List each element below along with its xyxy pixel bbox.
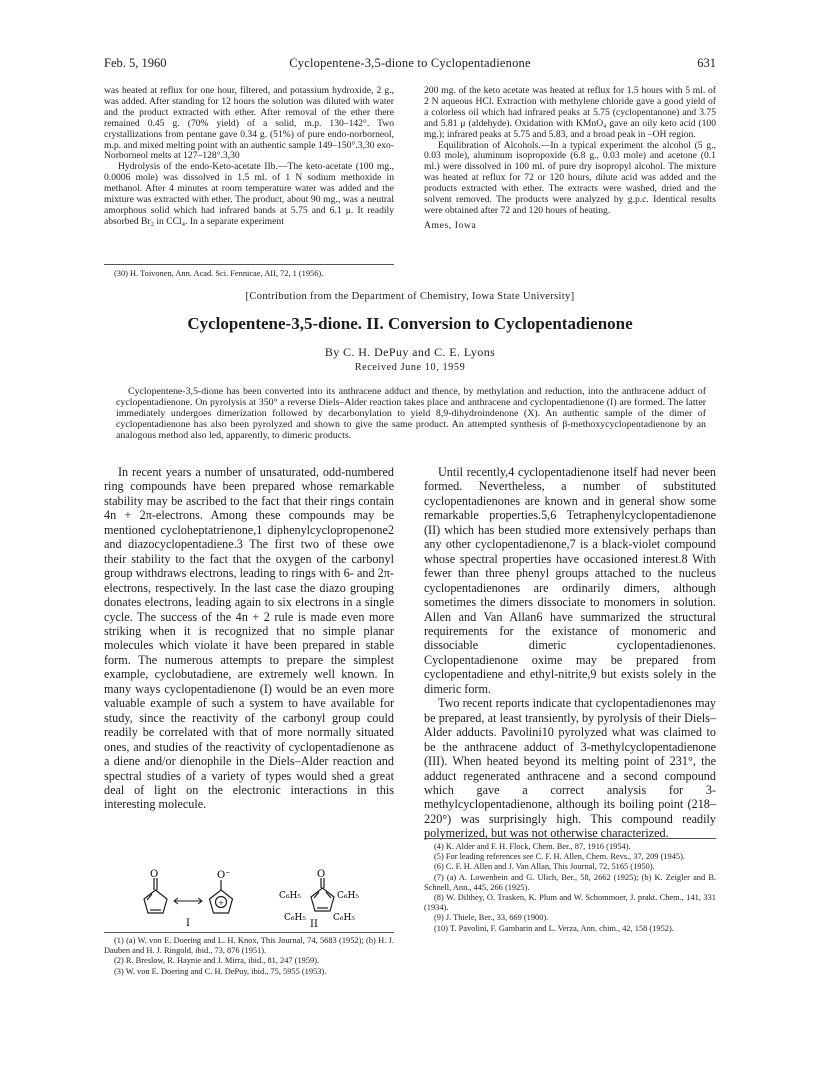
svg-text:+: + <box>218 899 224 907</box>
footnote: (1) (a) W. von E. Doering and L. H. Knox, This Journal, 74, 5683 (1952); (b) H. J. Dauben and H. J. Ringold, ibid., 73, 876 (1951). <box>104 936 394 956</box>
structure-label-II: II <box>310 919 318 930</box>
oxygen-label: O <box>317 869 326 880</box>
oxygen-anion-label: O⁻ <box>217 870 231 881</box>
phenyl-label: C₆H₅ <box>279 891 301 901</box>
article-authors: By C. H. DePuy and C. E. Lyons <box>324 345 496 359</box>
tetraphenylcyclopentadienone-structure <box>311 878 334 911</box>
footnote: (2) R. Breslow, R. Haynie and J. Mirra, ibid., 81, 247 (1959). <box>114 956 320 966</box>
prev-paragraph: was heated at reflux for one hour, filtered, and potassium hydroxide, 2 g., was added. After standing for 12 hours the solution was diluted with water and the product extracted with ether. After removal of the ether there remained 0.45 g. (70% yield) of a solid, m.p. 130–142°. Two crystallizations from pentane gave 0.34 g. (51%) of pure endo-norborneol, m.p. and mixed melting point with an authentic sample 149–150°.3,30 exo-Norborneol melts at 127–128°.3,30 <box>104 85 395 162</box>
article-left-column <box>104 465 394 812</box>
article-title: Cyclopentene-3,5-dione. II. Conversion to Cyclopentadienone <box>187 314 633 333</box>
running-title: Cyclopentene-3,5-dione to Cyclopentadienone <box>289 56 531 70</box>
issue-date: Feb. 5, 1960 <box>104 56 167 70</box>
prev-paragraph: 200 mg. of the keto acetate was heated at reflux for 1.5 hours with 5 ml. of 2 N aqueous HCl. Extraction with methylene chloride gave a good yield of a colorless oil which had infrared peaks at 5.75 (cyclopentanone) and 3.75 and 5.81 μ (aldehyde). Oxidation with KMnO₄ gave an oily keto acid (100 mg.); infrared peaks at 5.75 and 5.83, and a broad peak in –OH region. <box>424 85 716 140</box>
footnote-divider <box>104 932 394 933</box>
footnote: (7) (a) A. Lowenbein and G. Ulich, Ber., 58, 2662 (1925); (b) K. Zeigler and B. Schnell, Ann., 445, 266 (1925). <box>424 872 716 892</box>
footnote: (3) W. von E. Doering and C. H. DePuy, ibid., 75, 5955 (1953). <box>114 966 327 976</box>
oxygen-label: O <box>150 869 159 880</box>
structures-figure <box>104 868 394 930</box>
footnote: (6) C. F. H. Allen and J. Van Allan, This Journal, 72, 5165 (1950). <box>434 862 655 872</box>
prev-paragraph: Equilibration of Alcohols.—In a typical experiment the alcohol (5 g., 0.03 mole), aluminum isopropoxide (6.8 g., 0.03 mole) and acetone (0.1 ml.) were dissolved in 100 ml. of pure dry isopropyl alcohol. The mixture was heated at reflux for 72 or 120 hours, dilute acid was added and the products extracted with ether. The extracts were washed, dried and the solvent removed. The products were analyzed by g.p.c. Identical results were obtained after 72 and 120 hours of heating. <box>424 139 716 216</box>
received-date: Received June 10, 1959 <box>354 362 466 373</box>
footnote: (5) For leading references see C. F. H. Allen, Chem. Revs., 37, 209 (1945). <box>434 852 685 862</box>
footnote: (10) T. Pavolini, F. Gambarin and L. Verza, Ann. chim., 42, 158 (1952). <box>434 923 674 933</box>
left-footnotes <box>104 936 394 977</box>
page-number: 631 <box>697 56 716 70</box>
resonance-arrow <box>174 898 202 904</box>
phenyl-label: C₆H₅ <box>337 891 359 901</box>
structure-label-I: I <box>186 918 190 929</box>
phenyl-label: C₆H₅ <box>333 913 355 923</box>
prev-footnote: (30) H. Toivonen, Ann. Acad. Sci. Fennicae, AII, 72, 1 (1956). <box>114 269 324 278</box>
footnote-divider <box>104 264 394 265</box>
contribution-line: [Contribution from the Department of Chemistry, Iowa State University] <box>245 291 575 302</box>
footnote-divider <box>424 838 716 839</box>
page-header <box>104 56 716 72</box>
right-footnotes <box>424 842 716 934</box>
abstract: Cyclopentene-3,5-dione has been converted into its anthracene adduct and thence, by methylation and reduction, into the anthracene adduct of cyclopentadienone. On pyrolysis at 350° a reverse Diels–Alder reaction takes place and anthracene and cyclopentadienone (I) are formed. The latter immediately undergoes dimerization followed by decarbonylation to yield 8,9-dihydroindenone (X). An authentic sample of the dimer of cyclopentadienone has also been pyrolyzed and shown to give the same product. An attempted synthesis of β-methoxycyclopentadienone by an analogous method also led, apparently, to dimeric products. <box>116 386 706 442</box>
footnote: (8) W. Dilthey, O. Trasken, K. Plum and W. Schommoer, J. prakt. Chem., 141, 331 (1934). <box>424 893 716 913</box>
body-paragraph: Two recent reports indicate that cyclopentadienones may be prepared, at least transiently, by pyrolysis of their Diels–Alder adducts. Pavolini10 pyrolyzed what was claimed to be the anthracene adduct of 3-methylcyclopentadienone (III). When heated beyond its melting point of 231°, the adduct regenerated anthracene and a second compound which gave a correct analysis for 3-methylcyclopentadienone, although its boiling point (218–220°) was surprisingly high. This compound readily polymerized, but was not otherwise characterized. <box>424 696 716 841</box>
body-paragraph: In recent years a number of unsaturated, odd-numbered ring compounds have been prepared whose remarkable stability may be ascribed to the fact that their rings contain 4n + 2π-electrons. Among these compounds may be mentioned cycloheptatrienone,1 diphenylcyclopropenone2 and diazocyclopentadiene.3 The first two of these owe their stability to the fact that the oxygen of the carbonyl group withdraws electrons, leading to rings with 6- and 2π-electrons, respectively. In the last case the diazo grouping donates electrons, leading again to six electrons in a single cycle. The success of the 4n + 2 rule is made even more striking when it is recognized that no simple planar molecules which violate it have been prepared in stable form. The numerous attempts to prepare the simplest example, cyclobutadiene, are extremely well known. In many ways cyclopentadienone (I) would be an even more valuable example of such a system to have available for study, since the reactivity of the carbonyl group could readily be correlated with that of more normally situated ones, and studies of the reactivity of cyclopentadienone as a diene and/or dienophile in the Diels–Alder reaction and spectral studies of a variety of types would shed a great deal of light on the electronic interactions in this interesting molecule. <box>104 465 394 812</box>
prev-article-left-column <box>104 86 394 228</box>
prev-paragraph: Hydrolysis of the endo-Keto-acetate IIb.—The keto-acetate (100 mg., 0.0006 mole) was dissolved in 1.5 ml. of 1 N sodium methoxide in methanol. After 4 minutes at room temperature water was added and the mixture was extracted with ether. The product, about 90 mg., was a neutral amorphous solid which had infrared bands at 5.75 and 6.1 μ. It readily absorbed Br₂ in CCl₄. In a separate experiment <box>104 161 394 227</box>
structure-drawings <box>104 868 394 930</box>
body-paragraph: Until recently,4 cyclopentadienone itself had never been formed. Nevertheless, a number of substituted cyclopentadienones are known and in general show some remarkable properties.5,6 Tetraphenylcyclopentadienone (II) which has been studied more extensively perhaps than any other cyclopentadienone,7 is a black-violet compound whose spectral properties have occasioned interest.8 With fewer than three phenyl groups attached to the nucleus cyclopentadienones are ordinarily dimers, although sometimes the dimers dissociate to monomers in solution. Allen and Van Allan6 have summarized the structural requirements for the existance of monomeric and dissociable dimeric cyclopentadienones. Cyclopentadienone oxime may be prepared from cyclopentadiene and ethyl-nitrite,9 but exists solely in the dimeric form. <box>424 465 716 696</box>
prev-article-right-column <box>424 86 716 232</box>
location-sign-off: Ames, Iowa <box>424 219 477 231</box>
phenyl-label: C₆H₅ <box>284 913 306 923</box>
cyclopentadienone-structure <box>144 878 167 913</box>
footnote: (9) J. Thiele, Ber., 33, 669 (1900). <box>434 913 549 923</box>
article-right-column <box>424 465 716 841</box>
footnote: (4) K. Alder and F. H. Flock, Chem. Ber., 87, 1916 (1954). <box>434 842 631 851</box>
cyclopentadienone-zwitterion-structure <box>210 880 233 913</box>
